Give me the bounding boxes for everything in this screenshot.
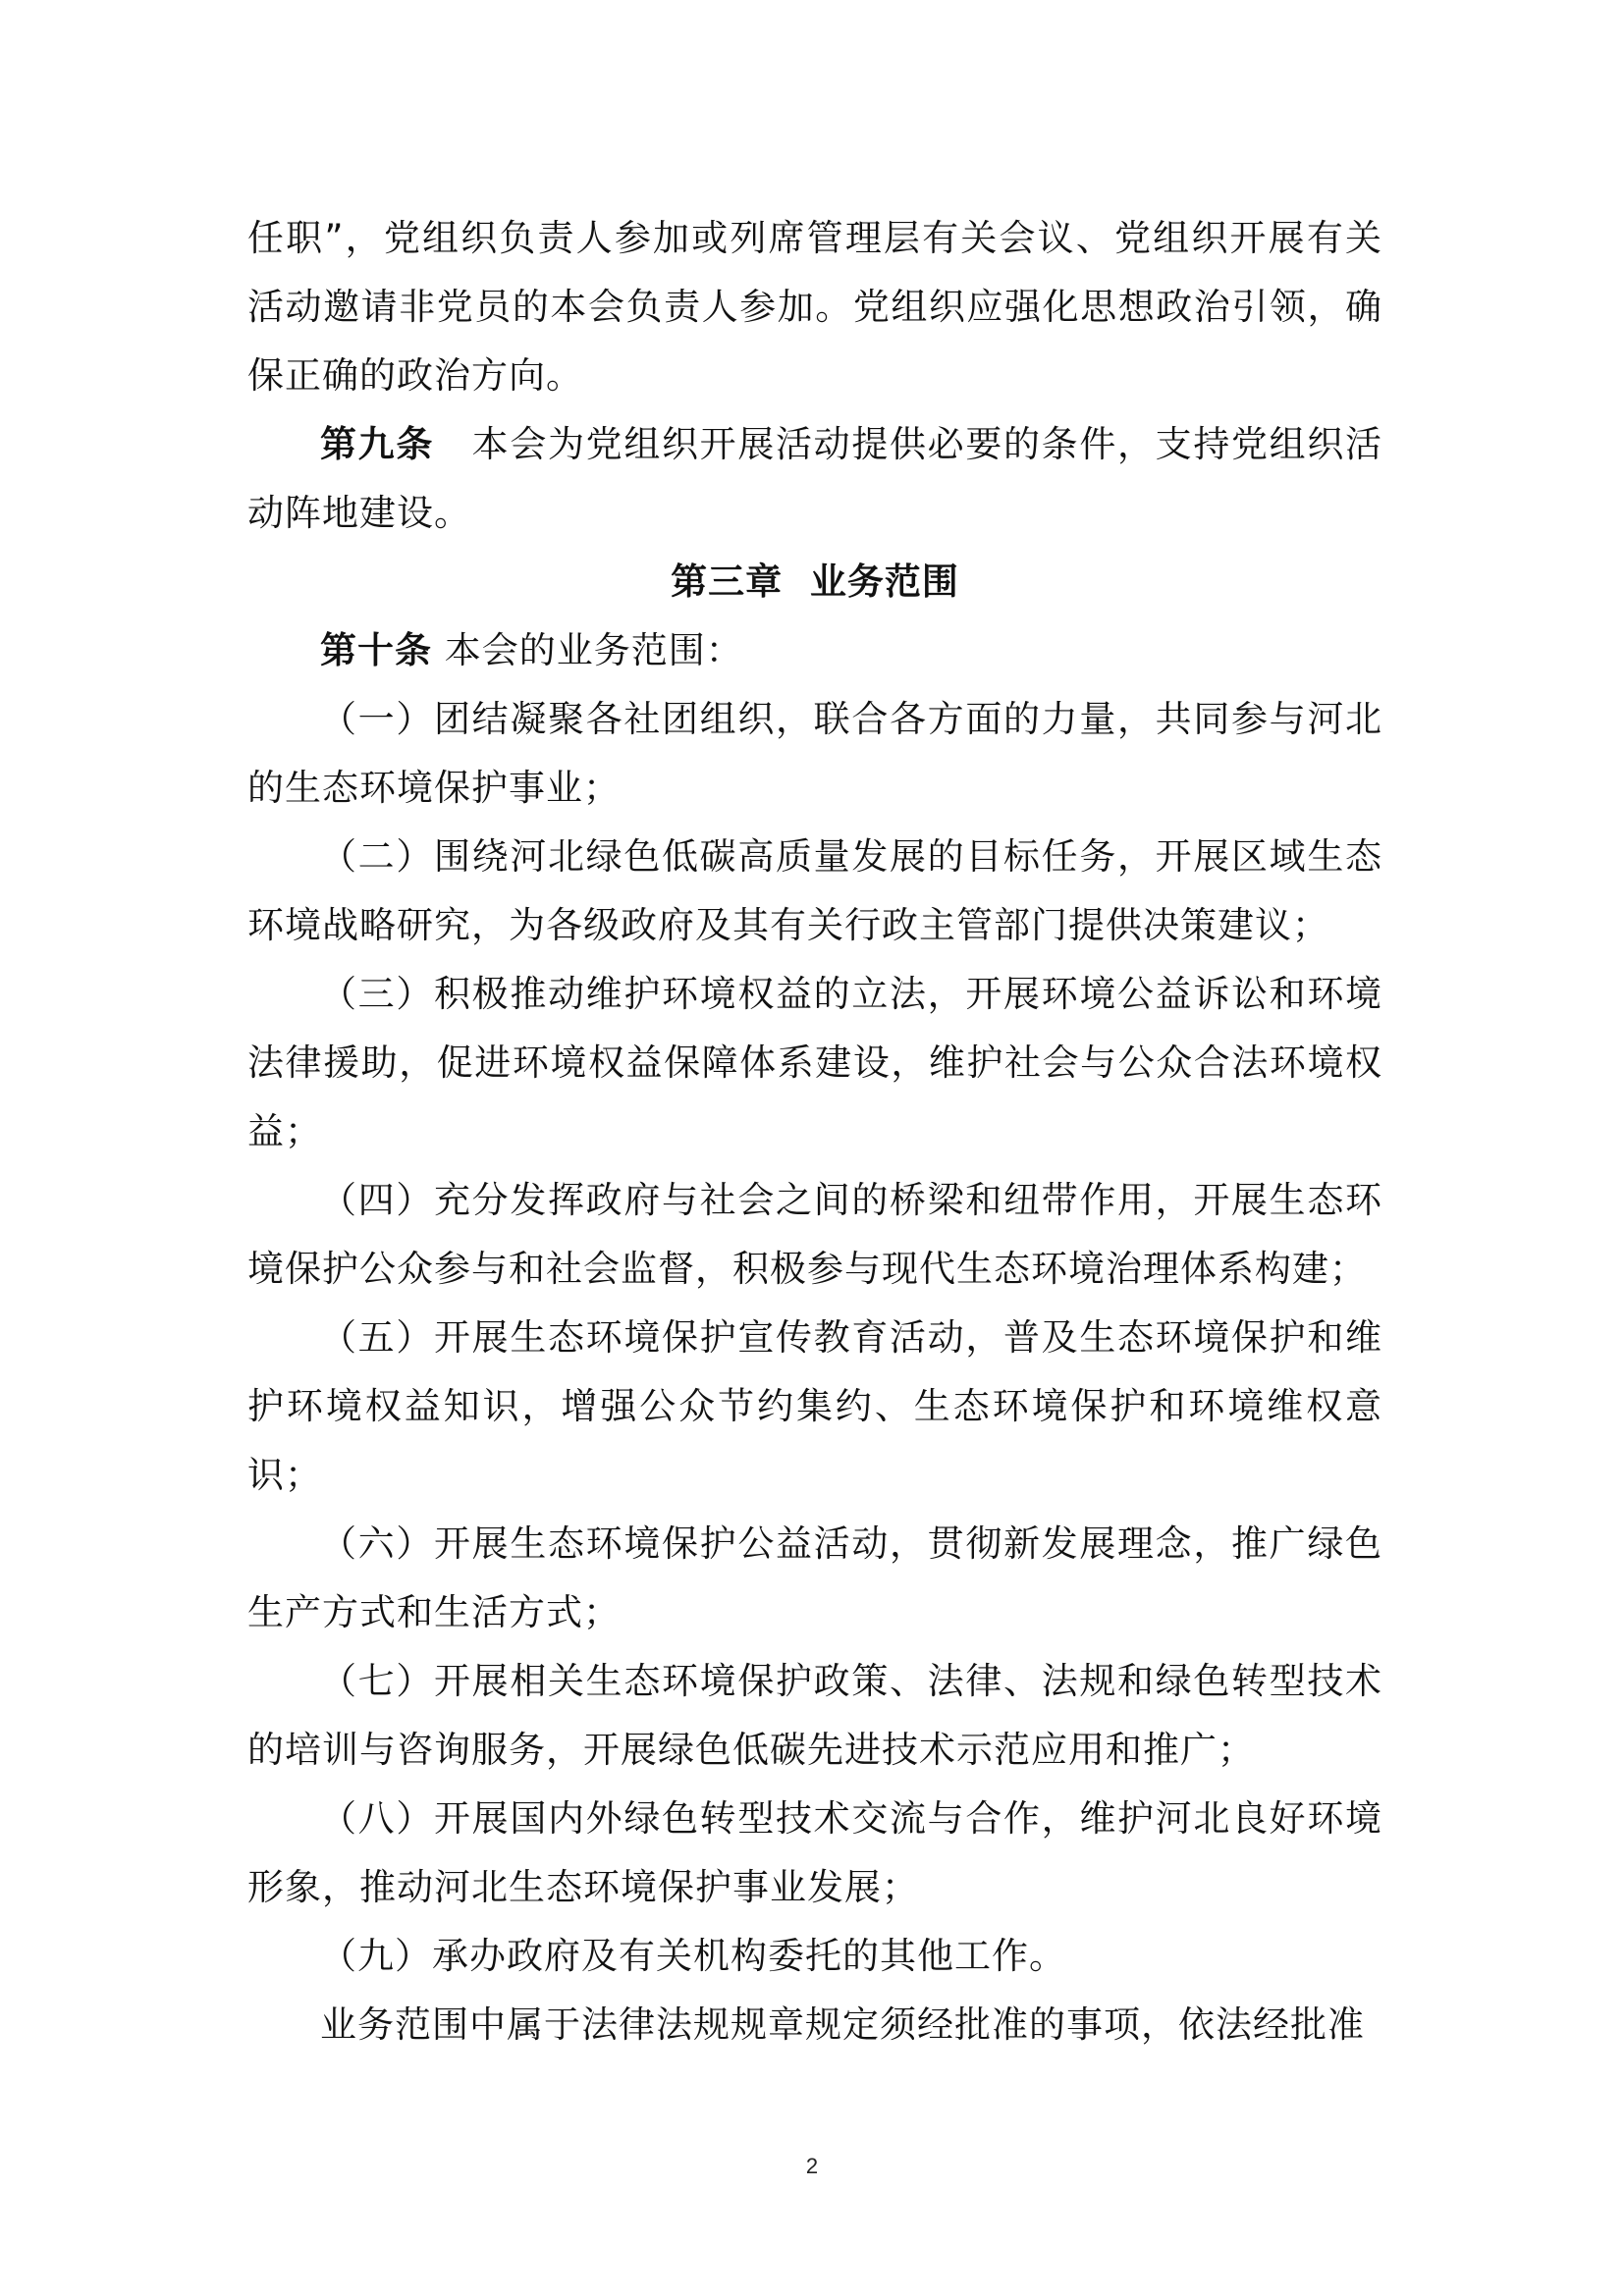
scope-item-7: （七）开展相关生态环境保护政策、法律、法规和绿色转型技术的培训与咨询服务，开展绿色低碳先进技术示范应用和推广； [247,1660,1382,1771]
scope-item-4: （四）充分发挥政府与社会之间的桥梁和纽带作用，开展生态环境保护公众参与和社会监督，积极参与现代生态环境治理体系构建； [247,1179,1382,1290]
paragraph-continued: 任职”，党组织负责人参加或列席管理层有关会议、党组织开展有关活动邀请非党员的本会负责人参加。党组织应强化思想政治引领，确保正确的政治方向。 [247,217,1382,397]
scope-item-9: （九）承办政府及有关机构委托的其他工作。 [320,1935,1066,1977]
article-10-label: 第十条 [320,629,432,671]
article-9-label: 第九条 [320,423,434,465]
scope-closing-paragraph: 业务范围中属于法律法规规章规定须经批准的事项，依法经批准 [320,2003,1365,2046]
scope-item-3: （三）积极推动维护环境权益的立法，开展环境公益诉讼和环境法律援助，促进环境权益保障体系建设，维护社会与公众合法环境权益； [247,973,1382,1152]
article-9-text: 本会为党组织开展活动提供必要的条件，支持党组织活动阵地建设。 [247,423,1382,534]
scope-item-5: （五）开展生态环境保护宣传教育活动，普及生态环境保护和维护环境权益知识，增强公众节约集约、生态环境保护和环境维权意识； [247,1316,1382,1496]
article-10 [247,616,1382,685]
scope-item-8: （八）开展国内外绿色转型技术交流与合作，维护河北良好环境形象，推动河北生态环境保护事业发展； [247,1797,1382,1908]
page-number: 2 [805,2154,819,2178]
scope-item-2: （二）围绕河北绿色低碳高质量发展的目标任务，开展区域生态环境战略研究，为各级政府及其有关行政主管部门提供决策建议； [247,835,1382,946]
chapter-3-title: 第三章 业务范围 [671,561,959,603]
scope-item-6: （六）开展生态环境保护公益活动，贯彻新发展理念，推广绿色生产方式和生活方式； [247,1522,1382,1633]
scope-item-1: （一）团结凝聚各社团组织，联合各方面的力量，共同参与河北的生态环境保护事业； [247,698,1382,809]
document-body [247,204,1382,2059]
article-10-text: 本会的业务范围： [432,629,743,671]
article-9 [247,410,1382,548]
